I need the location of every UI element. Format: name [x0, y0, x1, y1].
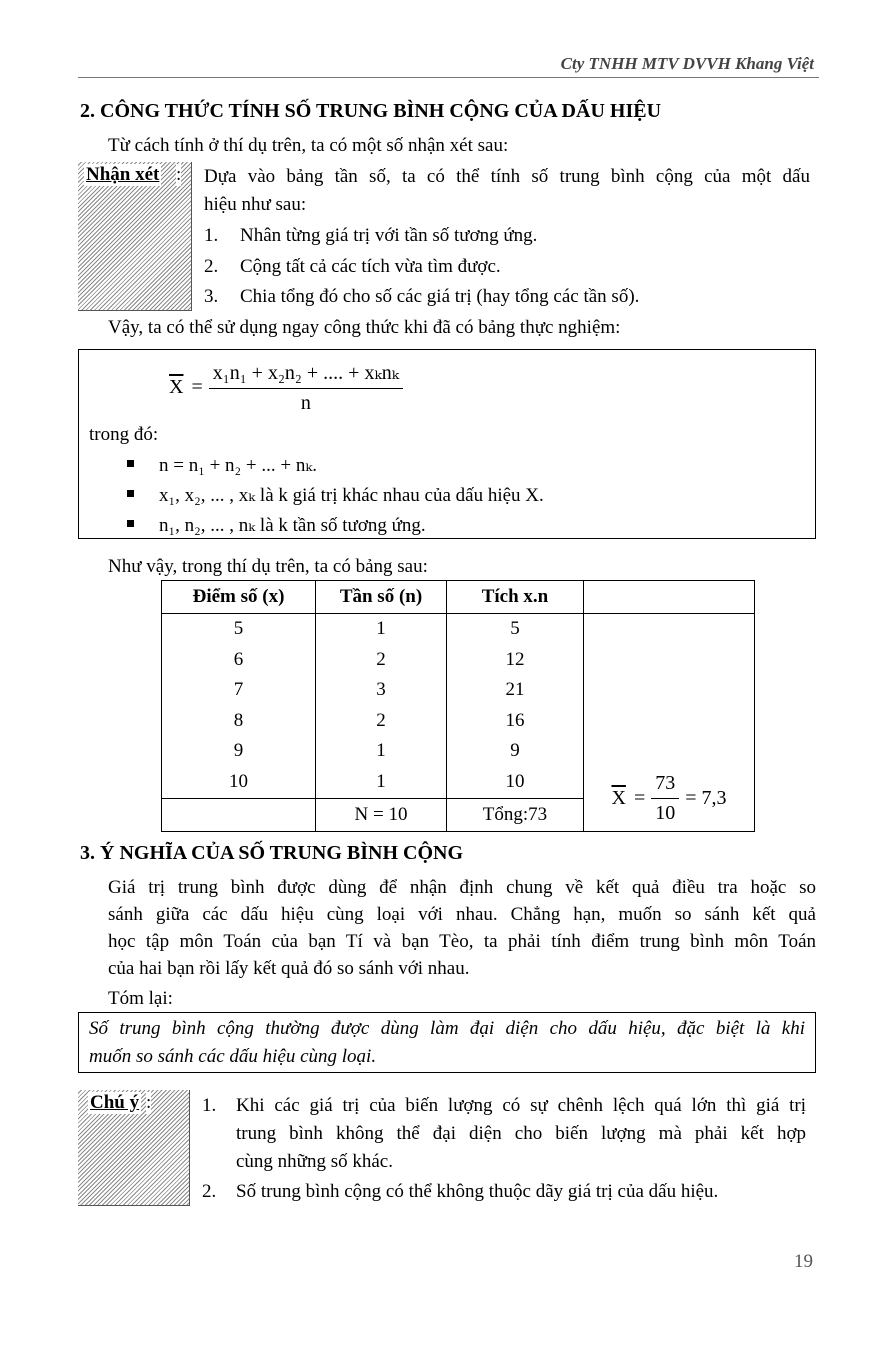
frequency-table	[161, 580, 755, 832]
note-label: Chú ý	[90, 1092, 140, 1113]
table-row: 7 3 21	[162, 675, 755, 706]
section-3-paragraph: Giá trị trung bình được dùng để nhận định chung về kết quả điều tra hoặc so sánh giữa các dấu hiệu cùng loại với nhau. Chẳng hạn, muốn so sánh kết quả học tập môn Toán của bạn Tí và bạn Tèo, ta phải tính điểm trung bình môn Toán của hai bạn rồi lấy kết quả đó so sánh với nhau.	[108, 877, 816, 979]
note-2-text: Số trung bình cộng có thể không thuộc dãy giá trị của dấu hiệu.	[236, 1181, 719, 1202]
total-empty-cell	[162, 798, 316, 831]
table-row: 8 2 16	[162, 706, 755, 737]
summary-box	[78, 1012, 816, 1073]
remark-label: Nhận xét	[86, 164, 160, 185]
remark-colon: :	[176, 164, 182, 185]
note-1: 1.	[202, 1095, 217, 1116]
header-score: Điểm số (x)	[162, 581, 316, 614]
page-number: 19	[794, 1251, 813, 1272]
mean-cell	[584, 614, 755, 832]
bullet-3: n₁, n₂, ... , nₖ là k tần số tương ứng.	[159, 515, 426, 536]
bullet-marker	[127, 460, 134, 467]
table-row: 9 1 9	[162, 736, 755, 767]
step-2: 2. Cộng tất cả các tích vừa tìm được.	[204, 256, 501, 277]
mean-formula: $\overline{X}$ = $\frac{\text{x₁n₁ + x₂n₂ + .... + xₖnₖ}}{n}$	[169, 360, 403, 415]
formula-denominator: n	[300, 392, 311, 414]
section-3-title: 3. Ý NGHĨA CỦA SỐ TRUNG BÌNH CỘNG	[80, 842, 464, 864]
remark-hatch-box	[78, 162, 192, 311]
step-3: 3. Chia tổng đó cho số các giá trị (hay tổng các tần số).	[204, 286, 640, 307]
note-1-text: Khi các giá trị của biến lượng có sự chênh lệch quá lớn thì giá trị trung bình không thể đại diện cho biến lượng mà phải kết hợp cùng những số khác.	[236, 1095, 806, 1172]
header-frequency: Tần số (n)	[316, 581, 447, 614]
step-1: 1. Nhân từng giá trị với tần số tương ứng.	[204, 225, 538, 246]
bullet-marker	[127, 490, 134, 497]
section-2-intro: Từ cách tính ở thí dụ trên, ta có một số nhận xét sau:	[108, 135, 509, 156]
section-2-title: 2. CÔNG THỨC TÍNH SỐ TRUNG BÌNH CỘNG CỦA DẤU HIỆU	[80, 100, 662, 122]
where-label: trong đó:	[89, 424, 159, 445]
table-row: 6 2 12	[162, 645, 755, 676]
header-company: Cty TNHH MTV DVVH Khang Việt	[560, 54, 814, 73]
header-empty	[584, 581, 755, 614]
note-2: 2.	[202, 1181, 217, 1202]
header-product: Tích x.n	[447, 581, 584, 614]
formula-intro: Vậy, ta có thể sử dụng ngay công thức khi đã có bảng thực nghiệm:	[108, 317, 621, 338]
formula-numerator: x₁n₁ + x₂n₂ + .... + xₖnₖ	[209, 360, 403, 389]
table-row: 5 1 5 $\overline{X}$ = $\frac{73}{10}$ = 7,3	[162, 614, 755, 645]
bullet-1: n = n₁ + n₂ + ... + nₖ.	[159, 455, 318, 476]
remark-text: Dựa vào bảng tần số, ta có thể tính số trung bình cộng của một dấu	[204, 166, 810, 187]
table-row: 10 1 10	[162, 767, 755, 798]
table-header-row	[162, 581, 755, 614]
bullet-2: x₁, x₂, ... , xₖ là k giá trị khác nhau của dấu hiệu X.	[159, 485, 544, 506]
summary-label: Tóm lại:	[108, 988, 173, 1009]
note-hatch-box	[78, 1090, 190, 1206]
formula-box	[78, 349, 816, 539]
total-n: N = 10	[316, 798, 447, 831]
mean-result: $\overline{X}$ = $\frac{73}{10}$ = 7,3	[611, 771, 727, 824]
bullet-marker	[127, 520, 134, 527]
remark-text-2: hiệu như sau:	[204, 194, 307, 215]
note-colon: :	[146, 1092, 152, 1113]
table-intro: Như vậy, trong thí dụ trên, ta có bảng sau:	[108, 556, 428, 577]
summary-text: Số trung bình cộng thường được dùng làm đại diện cho dấu hiệu, đặc biệt là khi muốn so sánh các dấu hiệu cùng loại.	[89, 1018, 805, 1067]
total-product: Tổng:73	[447, 798, 584, 831]
header-divider	[78, 77, 819, 78]
